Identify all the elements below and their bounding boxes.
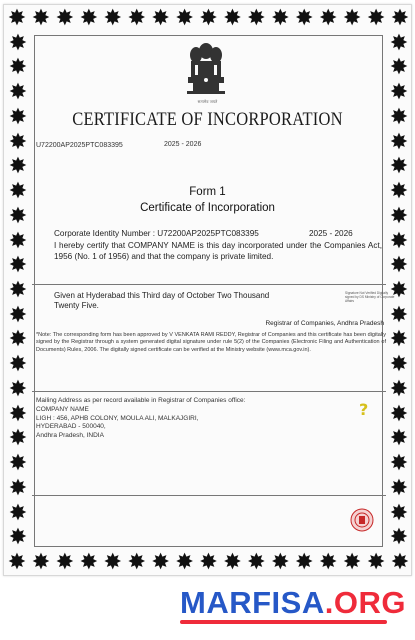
- star-ornament-icon: ✸: [7, 6, 27, 31]
- certification-statement: I hereby certify that COMPANY NAME is this day incorporated under the Companies Act, 1956 (No. 1 of 1956) and that the company is private limited.: [54, 241, 382, 261]
- mailing-address: [36, 406, 198, 440]
- star-ornament-icon: ✸: [223, 6, 242, 31]
- mailing-line: COMPANY NAME: [36, 406, 89, 413]
- star-ornament-icon: ✸: [8, 352, 28, 378]
- star-ornament-icon: ✸: [389, 253, 409, 279]
- star-ornament-icon: ✸: [103, 6, 122, 31]
- star-ornament-icon: ✸: [389, 104, 409, 130]
- star-ornament-icon: ✸: [55, 6, 75, 31]
- star-ornament-icon: ✸: [389, 352, 409, 378]
- form-subheading: Certificate of Incorporation: [140, 202, 275, 214]
- header-cin: U72200AP2025PTC083395: [36, 142, 123, 149]
- star-ornament-icon: ✸: [8, 129, 28, 155]
- star-ornament-icon: ✸: [366, 550, 386, 575]
- star-ornament-icon: ✸: [103, 550, 122, 575]
- star-ornament-icon: ✸: [8, 228, 28, 254]
- certificate-page: [3, 4, 412, 576]
- given-at-text: Given at Hyderabad this Third day of October Two Thousand Twenty Five.: [54, 291, 270, 310]
- national-emblem-icon: [181, 39, 231, 101]
- star-ornament-icon: ✸: [389, 500, 409, 526]
- star-ornament-icon: ✸: [389, 426, 409, 452]
- star-ornament-icon: ✸: [175, 6, 194, 31]
- mailing-line: HYDERABAD - 500040,: [36, 423, 106, 430]
- star-ornament-icon: ✸: [389, 401, 409, 427]
- star-ornament-icon: ✸: [151, 6, 170, 31]
- watermark-part1: MARFISA: [180, 585, 325, 620]
- star-ornament-icon: ✸: [389, 525, 409, 551]
- star-ornament-icon: ✸: [8, 154, 28, 180]
- star-ornament-icon: ✸: [271, 6, 290, 31]
- form-heading: Form 1: [189, 186, 226, 198]
- star-ornament-icon: ✸: [342, 6, 362, 31]
- star-ornament-icon: ✸: [127, 550, 146, 575]
- note-text: *Note: The corresponding form has been approved by V VENKATA RAMI REDDY, Registrar of Companies and this certificate has been digitally signed by the Registrar through a system generated digital signature under rule 5(2) of the Companies (Electronic Filing and Authentication of Documents) Rules, 2006. The digitally signed certificate can be verified at the Ministry website (www.mca.gov.in).: [36, 332, 386, 353]
- star-ornament-icon: ✸: [389, 30, 409, 56]
- star-ornament-icon: ✸: [175, 550, 194, 575]
- star-ornament-icon: ✸: [8, 253, 28, 279]
- star-ornament-icon: ✸: [8, 278, 28, 303]
- star-ornament-icon: ✸: [366, 6, 386, 31]
- star-ornament-icon: ✸: [79, 550, 99, 575]
- star-ornament-icon: ✸: [127, 6, 146, 31]
- star-ornament-icon: ✸: [8, 376, 28, 402]
- star-ornament-icon: ✸: [199, 550, 218, 575]
- star-ornament-icon: ✸: [295, 550, 314, 575]
- star-ornament-icon: ✸: [389, 278, 409, 303]
- divider: [32, 495, 386, 496]
- question-mark-icon: ?: [359, 400, 369, 419]
- star-ornament-icon: ✸: [389, 451, 409, 477]
- star-ornament-icon: ✸: [8, 500, 28, 526]
- star-ornament-icon: ✸: [389, 154, 409, 180]
- emblem-caption: सत्यमेव जयते: [197, 99, 218, 104]
- star-ornament-icon: ✸: [8, 104, 28, 130]
- star-ornament-icon: ✸: [318, 6, 338, 31]
- certificate-title: CERTIFICATE OF INCORPORATION: [72, 107, 343, 130]
- star-ornament-icon: ✸: [8, 55, 28, 81]
- star-ornament-icon: ✸: [8, 302, 28, 328]
- registrar-name: Registrar of Companies, Andhra Pradesh: [265, 320, 384, 327]
- star-ornament-icon: ✸: [389, 376, 409, 402]
- watermark-logo: [180, 584, 406, 622]
- star-ornament-icon: ✸: [390, 6, 410, 31]
- star-ornament-icon: ✸: [8, 80, 28, 106]
- header-year: 2025 - 2026: [164, 141, 202, 148]
- corporate-identity-number: Corporate Identity Number : U72200AP2025PTC083395: [54, 229, 259, 238]
- mailing-line: Andhra Pradesh, INDIA: [36, 431, 104, 439]
- star-ornament-icon: ✸: [389, 302, 409, 328]
- star-ornament-icon: ✸: [247, 550, 266, 575]
- star-ornament-icon: ✸: [8, 426, 28, 452]
- signature-note: Signature Not Verified Digitally signed by DS Ministry of Corporate Affairs: [345, 291, 395, 304]
- star-ornament-icon: ✸: [31, 550, 51, 575]
- star-ornament-icon: ✸: [8, 401, 28, 427]
- star-ornament-icon: ✸: [389, 179, 409, 205]
- divider: [32, 391, 386, 392]
- mailing-line: LIGH : 456, APHB COLONY, MOULA ALI, MALKAJGIRI,: [36, 414, 199, 422]
- star-ornament-icon: ✸: [247, 6, 266, 31]
- star-ornament-icon: ✸: [55, 550, 75, 575]
- star-ornament-icon: ✸: [389, 80, 409, 106]
- star-ornament-icon: ✸: [389, 228, 409, 254]
- watermark-part2: .ORG: [324, 585, 406, 620]
- star-ornament-icon: ✸: [8, 179, 28, 205]
- star-ornament-icon: ✸: [8, 451, 28, 477]
- star-ornament-icon: ✸: [223, 550, 242, 575]
- financial-year: 2025 - 2026: [309, 229, 353, 238]
- seal-icon: [350, 508, 374, 532]
- star-ornament-icon: ✸: [8, 203, 28, 229]
- star-ornament-icon: ✸: [342, 550, 362, 575]
- star-ornament-icon: ✸: [7, 550, 27, 575]
- star-ornament-icon: ✸: [199, 6, 218, 31]
- mailing-heading: Mailing Address as per record available in Registrar of Companies office:: [36, 397, 246, 404]
- star-ornament-icon: ✸: [8, 525, 28, 551]
- star-ornament-icon: ✸: [389, 129, 409, 155]
- star-ornament-icon: ✸: [8, 327, 28, 353]
- watermark-underline: [180, 620, 387, 624]
- star-ornament-icon: ✸: [8, 475, 28, 501]
- star-ornament-icon: ✸: [390, 550, 410, 575]
- star-ornament-icon: ✸: [79, 6, 99, 31]
- star-ornament-icon: ✸: [295, 6, 314, 31]
- star-ornament-icon: ✸: [389, 203, 409, 229]
- star-ornament-icon: ✸: [8, 30, 28, 56]
- star-ornament-icon: ✸: [271, 550, 290, 575]
- divider: [32, 284, 386, 285]
- star-ornament-icon: ✸: [151, 550, 170, 575]
- star-ornament-icon: ✸: [389, 55, 409, 81]
- star-ornament-icon: ✸: [389, 475, 409, 501]
- star-ornament-icon: ✸: [389, 327, 409, 353]
- star-ornament-icon: ✸: [318, 550, 338, 575]
- star-ornament-icon: ✸: [31, 6, 51, 31]
